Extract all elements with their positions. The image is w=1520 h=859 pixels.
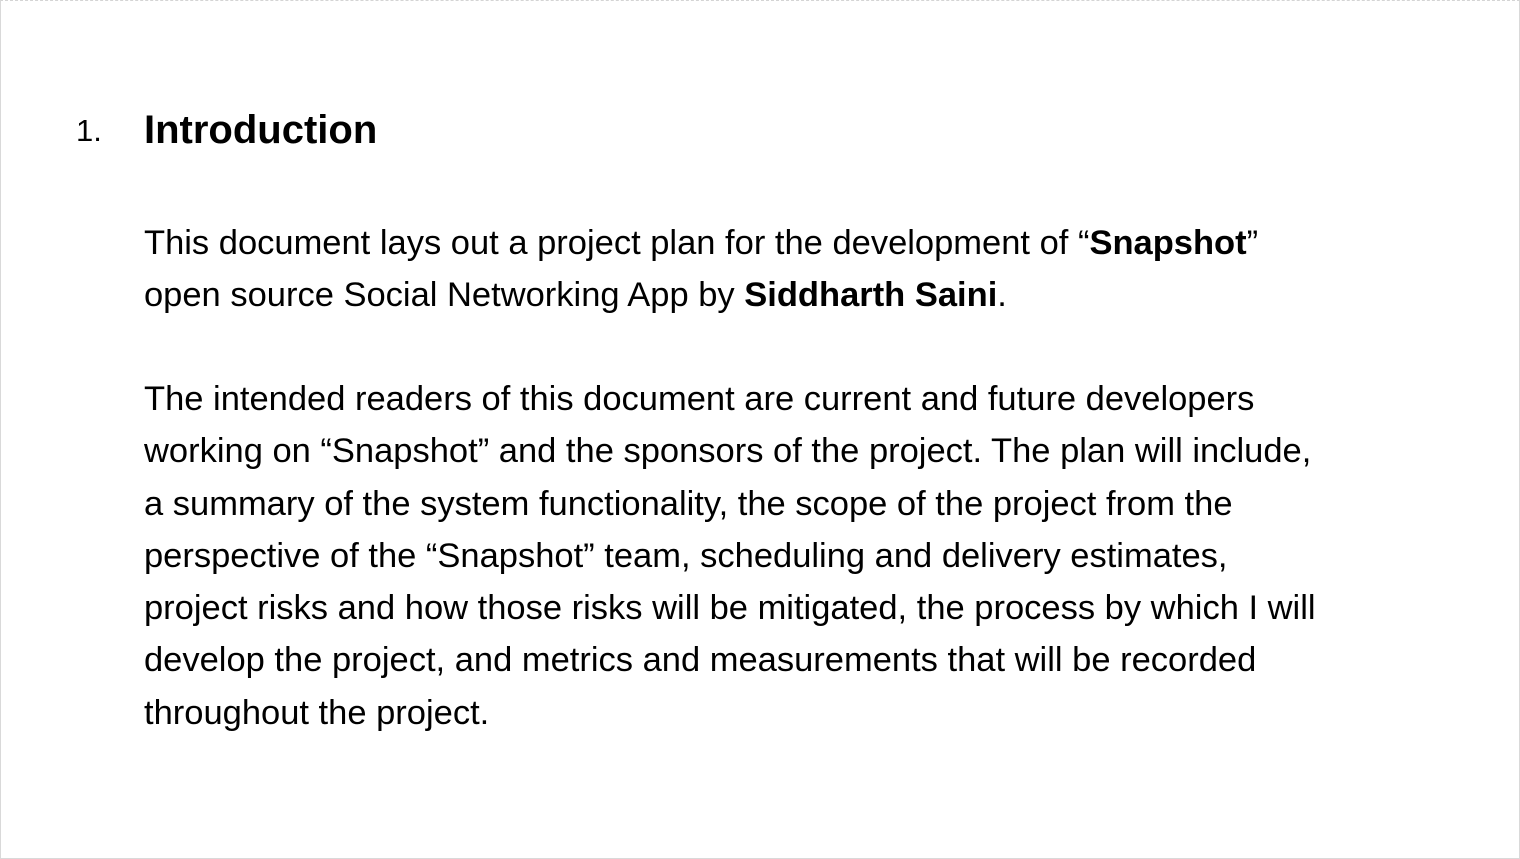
readers-line: throughout the project. — [144, 693, 490, 732]
intro-line-1-text: This document lays out a project plan for the development of “ — [144, 224, 1090, 262]
intro-line-2 — [144, 269, 1454, 321]
author-name-bold: Siddharth Saini — [744, 276, 998, 315]
intro-line-2-period: . — [997, 276, 1007, 315]
section-number: 1. — [76, 113, 102, 148]
readers-line: a summary of the system functionality, the scope of the project from the — [144, 484, 1233, 523]
intro-line-1 — [144, 217, 1454, 269]
section-title: Introduction — [144, 108, 378, 152]
readers-paragraph — [144, 373, 1454, 739]
readers-line: project risks and how those risks will be mitigated, the process by which I will — [144, 589, 1316, 628]
readers-line: develop the project, and metrics and measurements that will be recorded — [144, 641, 1257, 680]
readers-line: perspective of the “Snapshot” team, scheduling and delivery estimates, — [144, 536, 1228, 575]
intro-line-2-text: open source Social Networking App by — [144, 276, 745, 315]
section-heading — [1, 105, 1519, 155]
app-name-bold: Snapshot — [1089, 224, 1247, 262]
readers-line: working on “Snapshot” and the sponsors of the project. The plan will include, — [144, 432, 1312, 471]
readers-line: The intended readers of this document are current and future developers — [144, 380, 1255, 418]
intro-line-1-close-quote: ” — [1246, 224, 1259, 262]
intro-paragraph — [144, 217, 1454, 322]
